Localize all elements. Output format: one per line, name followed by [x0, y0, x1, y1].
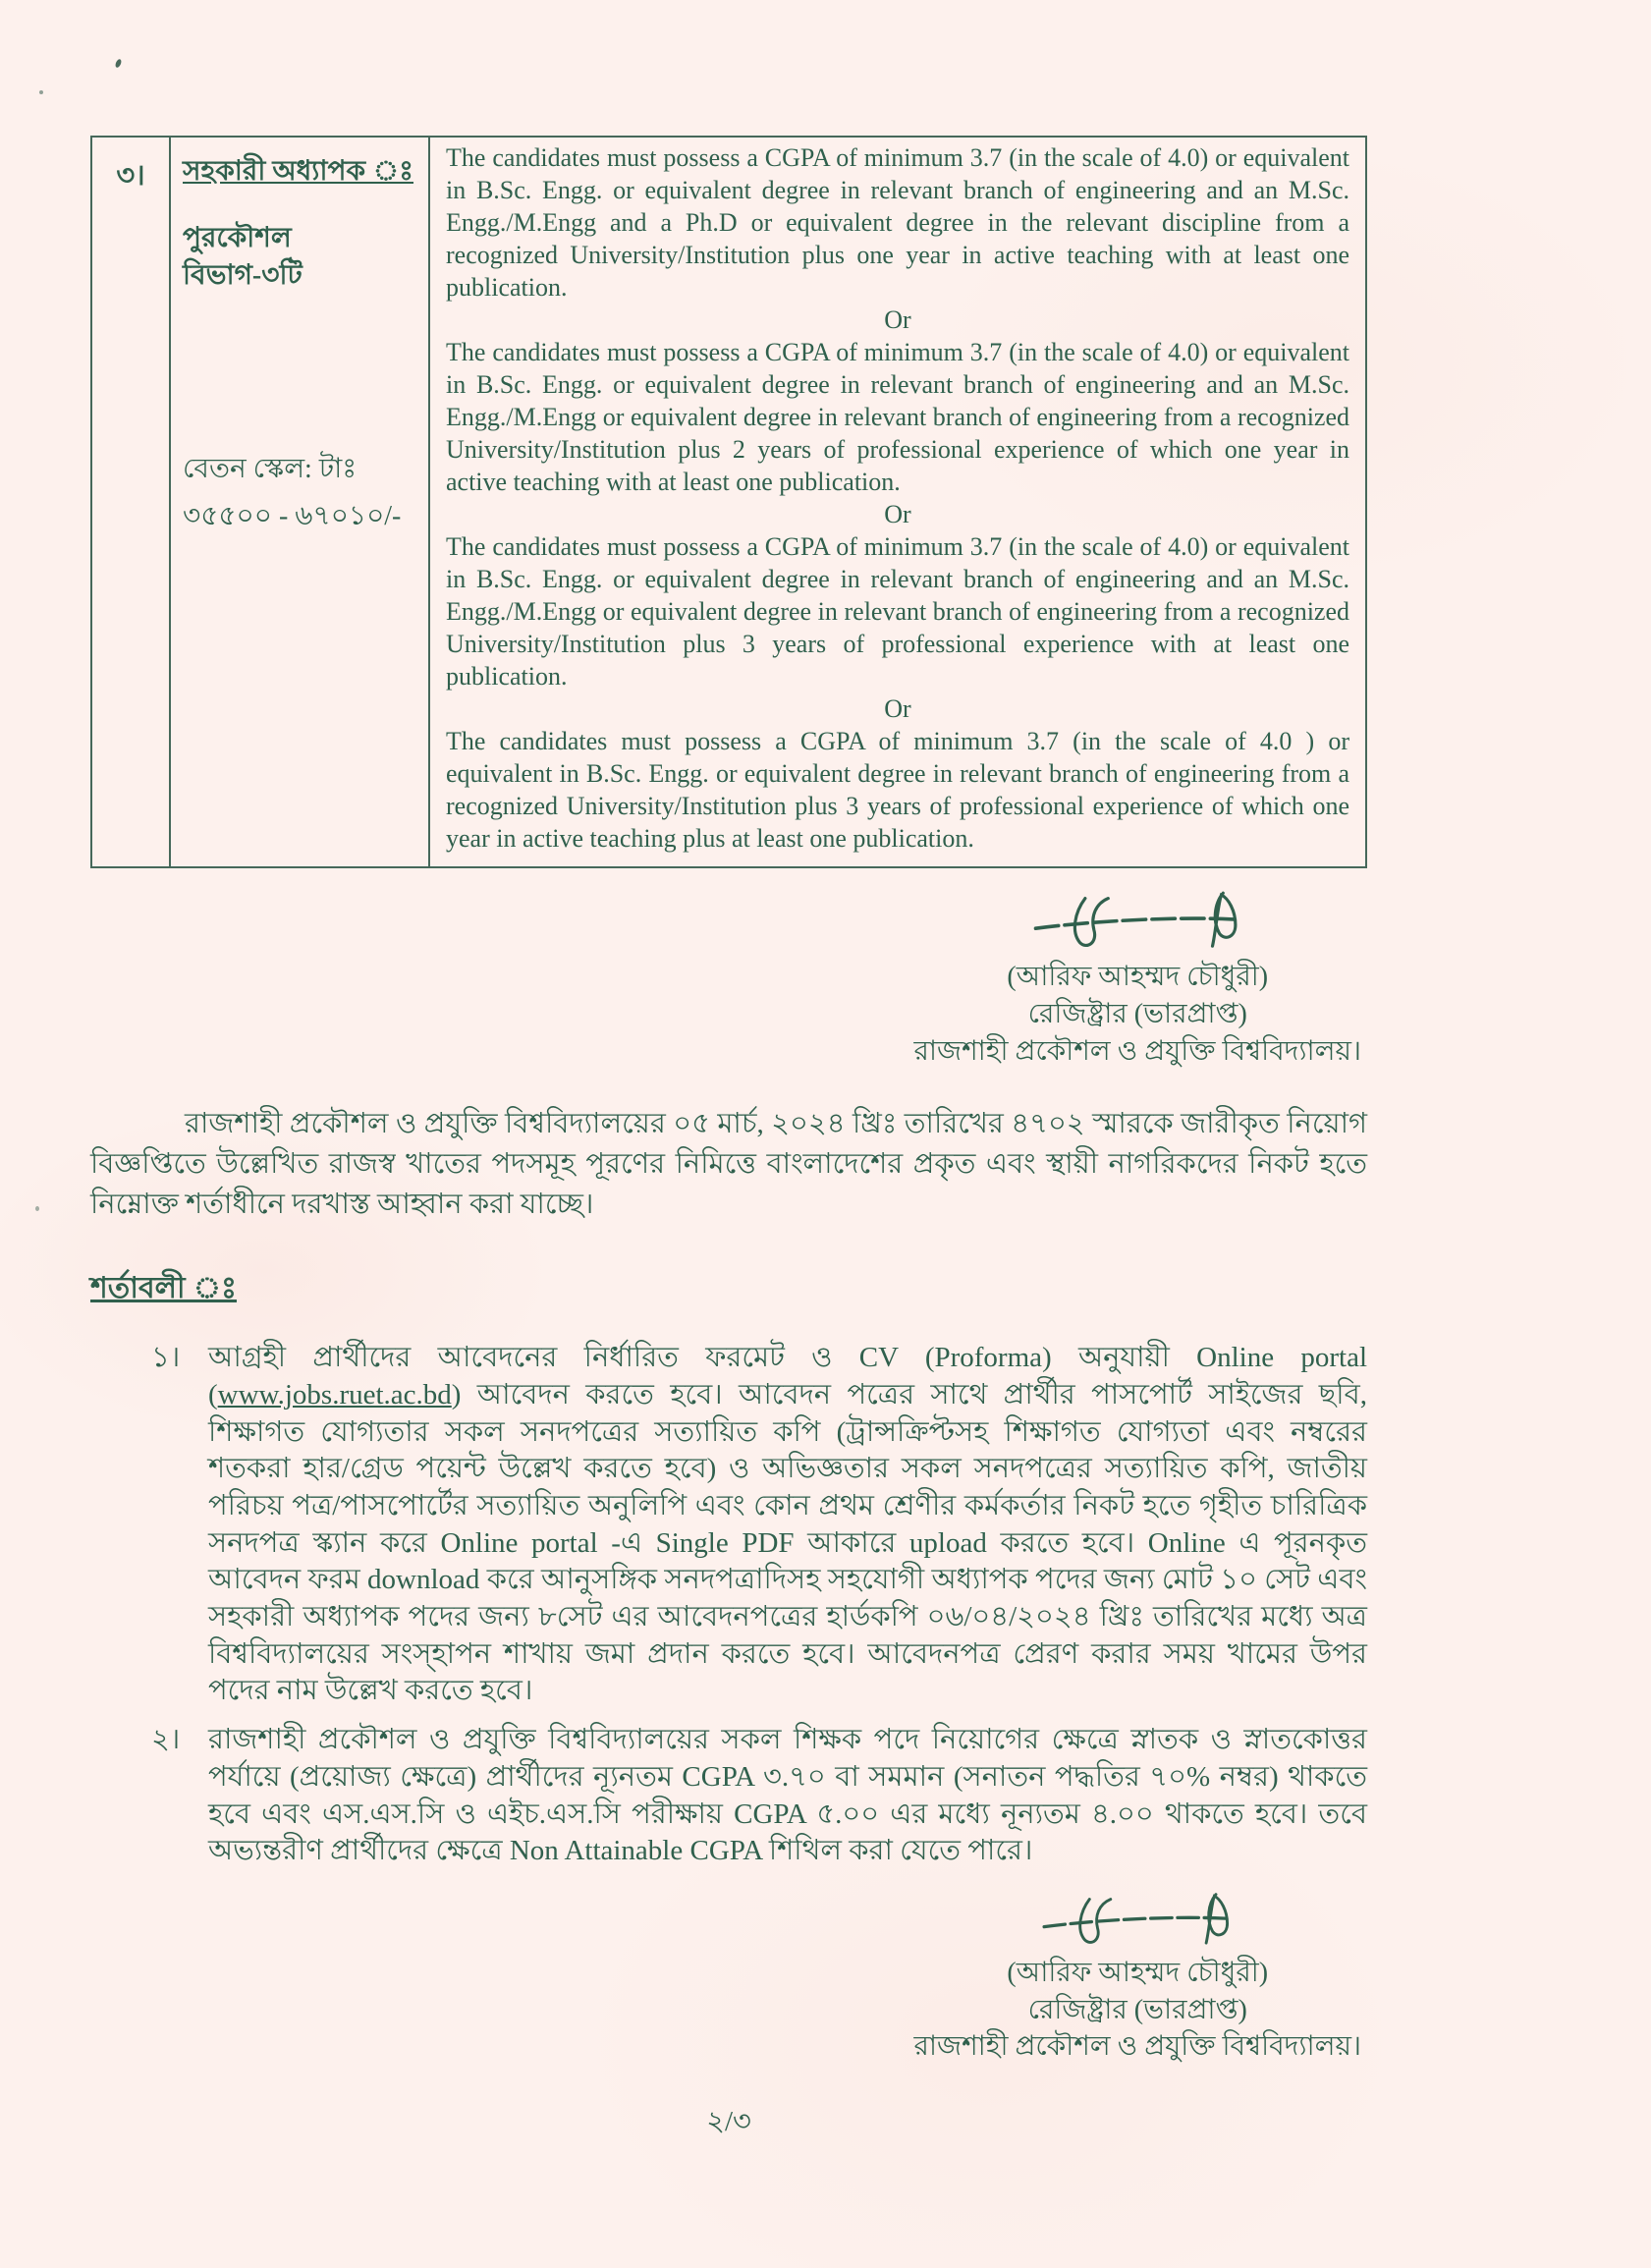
requirements-table — [90, 136, 1367, 868]
serial-cell — [91, 137, 170, 867]
signatory-organization: রাজশাহী প্রকৌশল ও প্রযুক্তি বিশ্ববিদ্যালয়। — [913, 2031, 1361, 2063]
qualification-paragraph: The candidates must possess a CGPA of minimum 3.7 (in the scale of 4.0) or equivalent in B.Sc. Engg. or equivalent degree in relevant branch of engineering and an M.Sc. Engg./M.Engg or equivalent degree in relevant branch of engineering from a recognized University/Institution plus 3 years of professional experience with at least one publication. — [446, 532, 1349, 691]
signature-block-bottom — [914, 1888, 1362, 2066]
condition-item-1 — [90, 1340, 1367, 1710]
salary-scale-label: বেতন স্কেল: টাঃ — [183, 454, 358, 485]
page-number: ২/৩ — [706, 2106, 751, 2138]
scan-speck — [35, 1206, 39, 1211]
position-cell — [170, 137, 429, 867]
signature-block-top — [914, 886, 1362, 1070]
table-row — [91, 137, 1366, 867]
qualification-paragraph: The candidates must possess a CGPA of minimum 3.7 (in the scale of 4.0 ) or equivalent in B.Sc. Engg. or equivalent degree in relevant branch of engineering from a recognized University/Institution plus 3 years of professional experience of which one year in active teaching plus at least one publication. — [446, 727, 1349, 854]
signature-scribble — [1019, 886, 1255, 957]
qualification-paragraph: The candidates must possess a CGPA of minimum 3.7 (in the scale of 4.0) or equivalent in B.Sc. Engg. or equivalent degree in relevant branch of engineering and an M.Sc. Engg./M.Engg or equivalent degree in relevant branch of engineering from a recognized University/Institution plus 2 years of professional experience of which one year in active teaching with at least one publication. — [446, 338, 1349, 497]
position-title: সহকারী অধ্যাপক ঃ — [183, 156, 414, 187]
page-content — [90, 136, 1367, 2147]
condition-item-2 — [90, 1722, 1367, 1870]
condition-number: ২। — [151, 1724, 181, 1756]
signatory-organization: রাজশাহী প্রকৌশল ও প্রযুক্তি বিশ্ববিদ্যালয়। — [913, 1035, 1361, 1067]
or-separator: Or — [884, 305, 911, 335]
conditions-heading: শর্তাবলী ঃ — [90, 1272, 237, 1305]
signatory-designation: রেজিষ্ট্রার (ভারপ্রাপ্ত) — [1027, 999, 1247, 1030]
condition-text: রাজশাহী প্রকৌশল ও প্রযুক্তি বিশ্ববিদ্যালয়ের সকল শিক্ষক পদে নিয়োগের ক্ষেত্রে স্নাতক ও স্নাতকোত্তর পর্যায়ে (প্রয়োজ্য ক্ষেত্রে) প্রার্থীদের ন্যূনতম CGPA ৩.৭০ বা সমমান (সনাতন পদ্ধতির ৭০% নম্বর) থাকতে হবে এবং এস.এস.সি ও এইচ.এস.সি পরীক্ষায় CGPA ৫.০০ এর মধ্যে নূন্যতম ৪.০০ থাকতে হবে। তবে অভ্যন্তরীণ প্রার্থীদের ক্ষেত্রে Non Attainable CGPA শিথিল করা যেতে পারে। — [208, 1724, 1367, 1867]
position-department: পুরকৌশল বিভাগ-৩টি — [183, 222, 303, 291]
signatory-name: (আরিফ আহম্মদ চৌধুরী) — [1007, 1957, 1269, 1988]
salary-scale-range: ৩৫৫০০ - ৬৭০১০/- — [183, 501, 402, 532]
intro-paragraph: রাজশাহী প্রকৌশল ও প্রযুক্তি বিশ্ববিদ্যালয়ের ০৫ মার্চ, ২০২৪ খ্রিঃ তারিখের ৪৭০২ স্মারকে জারীকৃত নিয়োগ বিজ্ঞপ্তিতে উল্লেখিত রাজস্ব খাতের পদসমূহ পূরণের নিমিত্তে বাংলাদেশের প্রকৃত এবং স্থায়ী নাগরিকদের নিকট হতে নিম্নোক্ত শর্তাধীনে দরখাস্ত আহ্বান করা যাচ্ছে। — [90, 1107, 1367, 1221]
condition-text-after-link: ) আবেদন করতে হবে। আবেদন পত্রের সাথে প্রার্থীর পাসপোর্ট সাইজের ছবি, শিক্ষাগত যোগ্যতার সকল সনদপত্রের সত্যায়িত কপি (ট্রান্সক্রিপ্টসহ শিক্ষাগত যোগ্যতা এবং নম্বরের শতকরা হার/গ্রেড পয়েন্ট উল্লেখ করতে হবে) ও অভিজ্ঞতার সকল সনদপত্রের সত্যায়িত কপি, জাতীয় পরিচয় পত্র/পাসপোর্টের সত্যায়িত অনুলিপি এবং কোন প্রথম শ্রেণীর কর্মকর্তার নিকট হতে গৃহীত চারিত্রিক সনদপত্র স্ক্যান করে Online portal -এ Single PDF আকারে upload করতে হবে। Online এ পূরনকৃত আবেদন ফরম download করে আনুসঙ্গিক সনদপত্রাদিসহ সহযোগী অধ্যাপক পদের জন্য মোট ১০ সেট এবং সহকারী অধ্যাপক পদের জন্য ৮সেট এর আবেদনপত্রের হার্ডকপি ০৬/০৪/২০২৪ খ্রিঃ তারিখের মধ্যে অত্র বিশ্ববিদ্যালয়ের সংস্হাপন শাখায় জমা প্রদান করতে হবে। আবেদনপত্র প্রেরণ করার সময় খামের উপর পদের নাম উল্লেখ করতে হবে। — [208, 1378, 1367, 1707]
or-separator: Or — [884, 694, 911, 724]
signatory-designation: রেজিষ্ট্রার (ভারপ্রাপ্ত) — [1027, 1994, 1247, 2025]
or-separator: Or — [884, 500, 911, 529]
condition-number: ১। — [151, 1342, 181, 1374]
signatory-name: (আরিফ আহম্মদ চৌধুরী) — [1007, 962, 1269, 993]
serial-number: ৩। — [116, 160, 145, 192]
qualification-paragraph: The candidates must possess a CGPA of minimum 3.7 (in the scale of 4.0) or equivalent in B.Sc. Engg. or equivalent degree in relevant branch of engineering and an M.Sc. Engg./M.Engg and a Ph.D or equivalent degree in the relevant discipline from a recognized University/Institution plus one year in active teaching with at least one publication. — [446, 143, 1349, 303]
jobs-portal-link[interactable]: www.jobs.ruet.ac.bd — [217, 1378, 452, 1411]
scan-speck — [39, 90, 43, 94]
qualification-cell — [429, 137, 1366, 867]
condition-text-before-link: আগ্রহী প্রার্থীদের আবেদনের নির্ধারিত ফরমেট ও CV (Proforma) অনুযায়ী Online portal ( — [208, 1342, 1367, 1411]
signature-scribble — [1024, 1888, 1250, 1953]
scan-speck — [114, 58, 122, 68]
condition-text — [208, 1340, 1367, 1710]
